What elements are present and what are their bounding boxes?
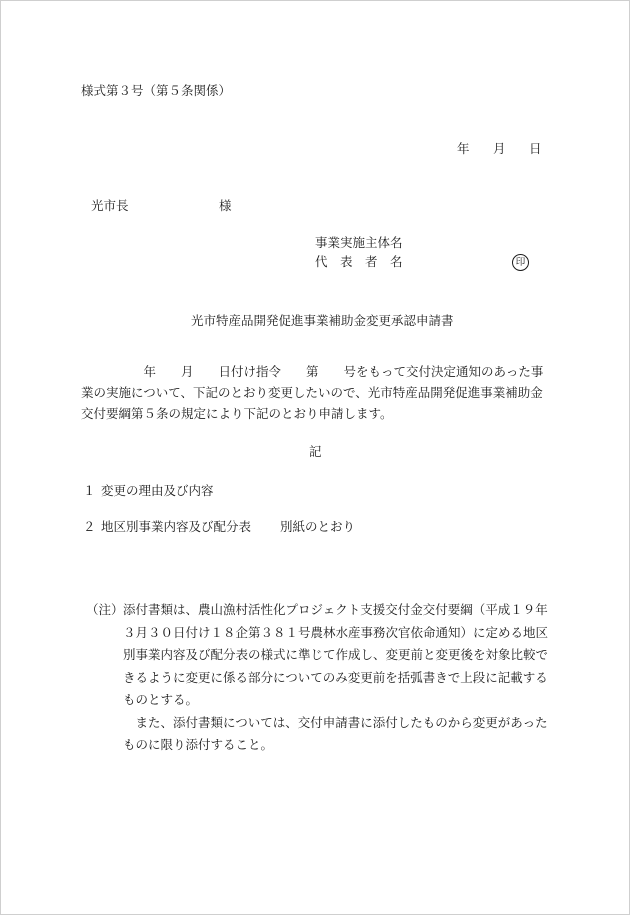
note-paragraph: また、添付書類については、交付申請書に添付したものから変更があったものに限り添付すること。 (123, 714, 548, 752)
applicant-org-label: 事業実施主体名 (315, 235, 403, 250)
date-day: 日 (529, 141, 542, 156)
date-year: 年 (457, 141, 470, 156)
addressee-honorific: 様 (219, 198, 232, 213)
seal-mark: 印 (512, 254, 529, 271)
item-value: 別紙のとおり (280, 519, 356, 534)
applicant-rep-label: 代 表 者 名 (315, 254, 403, 269)
note-label: （注） (86, 602, 124, 617)
item-label: 地区別事業内容及び配分表 (101, 519, 252, 534)
addressee-name: 光市長 (91, 198, 129, 213)
item-number: １ (83, 483, 96, 498)
note-text (123, 599, 559, 757)
item-number: ２ (83, 519, 96, 534)
document-title: 光市特産品開発促進事業補助金変更承認申請書 (191, 313, 454, 328)
item-label: 変更の理由及び内容 (101, 483, 214, 498)
date-month: 月 (493, 141, 506, 156)
form-id: 様式第３号（第５条関係） (81, 83, 232, 98)
ki-heading: 記 (309, 444, 322, 459)
body-paragraph: 年 月 日付け指令 第 号をもって交付決定通知のあった事業の実施について、下記のとおり変更したいので、光市特産品開発促進事業補助金交付要綱第５条の規定により下記のとおり申請します。 (81, 364, 544, 421)
note-paragraph: 添付書類は、農山漁村活性化プロジェクト支援交付金交付要綱（平成１９年３月３０日付け１８企第３８１号農林水産事務次官依命通知）に定める地区別事業内容及び配分表の様式に準じて作成し、変更前と変更後を対象比較できるように変更に係る部分についてのみ変更前を括弧書きで上段に記載するものとする。 (123, 602, 549, 707)
